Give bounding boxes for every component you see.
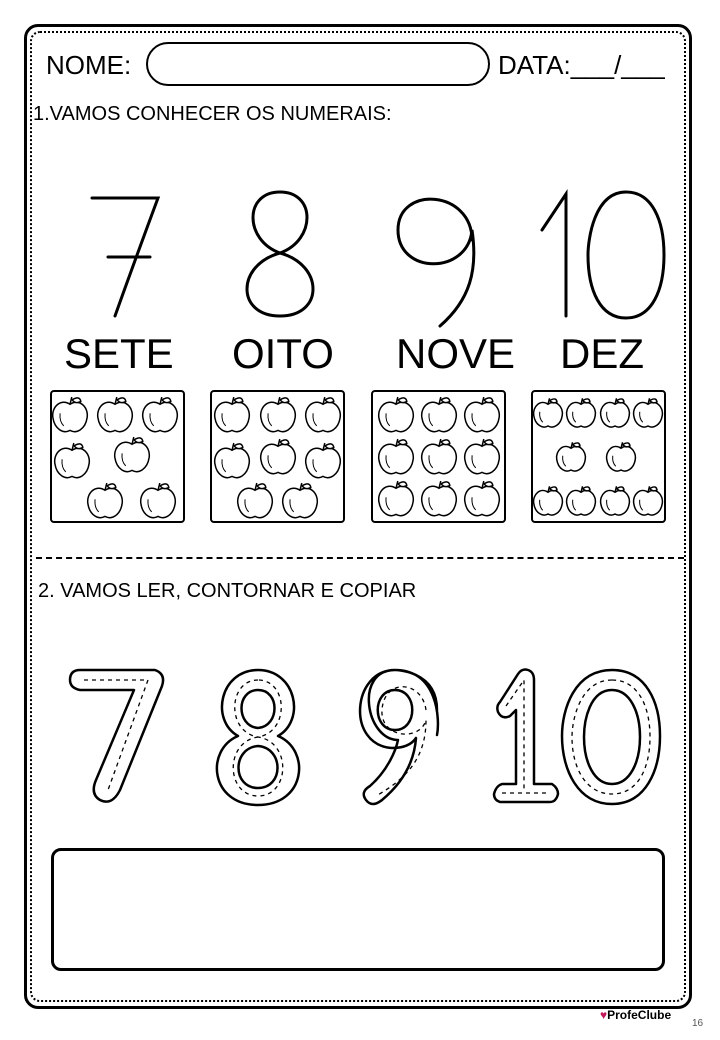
word-dez: DEZ [560, 330, 644, 377]
apple-icon [215, 397, 250, 432]
word-nove: NOVE [396, 330, 516, 377]
trace-1-guide [502, 680, 550, 793]
apple-icon [306, 443, 341, 478]
apple-icon [607, 442, 636, 471]
word-sete: SETE [64, 330, 174, 377]
name-label: NOME: [46, 50, 132, 80]
apple-icon [601, 398, 630, 427]
apple-icon [53, 397, 88, 432]
apple-icon [143, 397, 178, 432]
profeclube-logo: ♥ProfeClube [600, 1008, 672, 1022]
apple-icon [283, 483, 318, 518]
apple-icon [422, 439, 457, 474]
page-number: 16 [692, 1018, 704, 1029]
trace-7-outline [70, 670, 163, 802]
section-divider [36, 557, 684, 559]
trace-8-inner-top [242, 690, 275, 728]
section2-title: 2. VAMOS LER, CONTORNAR E COPIAR [38, 580, 417, 602]
trace-1-outline [494, 670, 558, 803]
apple-icon [88, 483, 123, 518]
apple-icon [55, 443, 90, 478]
apple-icon [557, 442, 586, 471]
apple-icon [567, 398, 596, 427]
trace-numerals [0, 640, 720, 830]
copy-answer-box[interactable] [51, 848, 665, 971]
apple-icon [567, 486, 596, 515]
apple-icon [379, 439, 414, 474]
apple-icon [238, 483, 273, 518]
apple-icon [465, 439, 500, 474]
apple-icon [141, 483, 176, 518]
apple-icon [422, 481, 457, 516]
apple-icon [534, 486, 563, 515]
word-oito: OITO [232, 330, 334, 377]
apple-icon [422, 397, 457, 432]
apple-icon [465, 397, 500, 432]
apple-icon [634, 486, 663, 515]
apple-icon [215, 443, 250, 478]
date-label: DATA:___/___ [498, 50, 665, 80]
apple-icon [98, 397, 133, 432]
section1-title: 1.VAMOS CONHECER OS NUMERAIS: [33, 103, 392, 125]
trace-0-inner [584, 690, 640, 784]
apple-icon [261, 439, 296, 474]
trace-8-inner-bottom [239, 746, 278, 788]
apple-icon [261, 397, 296, 432]
apple-icon [634, 398, 663, 427]
apple-icon [534, 398, 563, 427]
apple-icon [379, 397, 414, 432]
apple-icon [465, 481, 500, 516]
apple-icon [306, 397, 341, 432]
trace-9-inner [378, 690, 413, 730]
apple-icon [601, 486, 630, 515]
apple-icon [115, 437, 150, 472]
apple-icon [379, 481, 414, 516]
